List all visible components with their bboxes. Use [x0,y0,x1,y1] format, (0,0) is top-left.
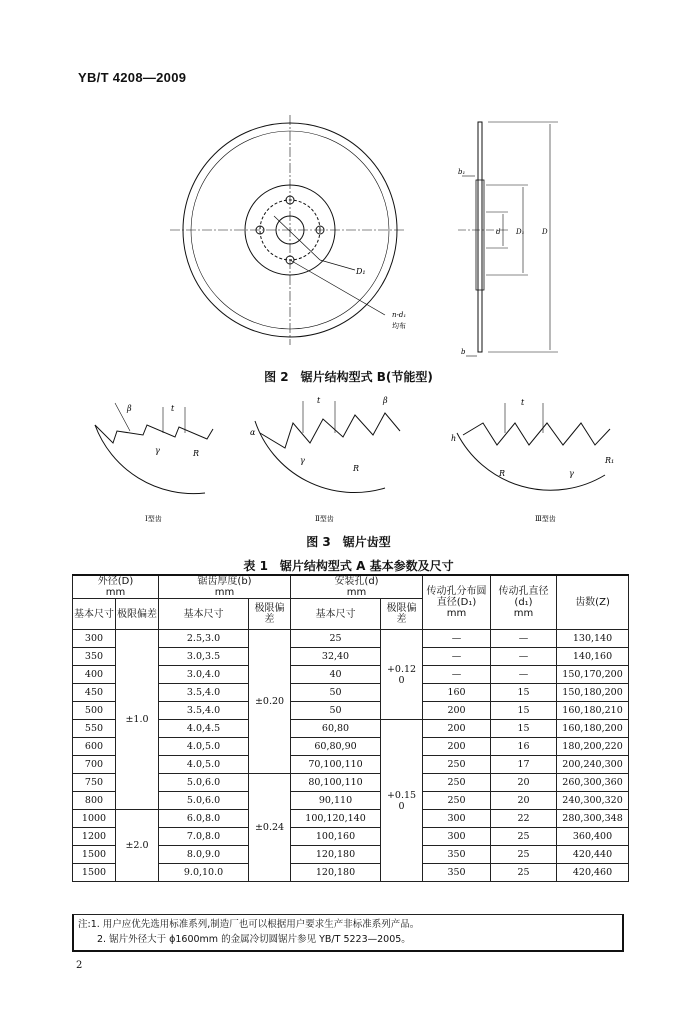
subheader-base3: 基本尺寸 [291,599,381,630]
table-row: 750 5.0,6.0 ±0.24 80,100,110 250 20 260,300,360 [73,774,629,792]
tooth-type-1: Ⅰ型齿 [145,515,162,523]
col-header-drive-circle: 传动孔分布圆直径(D₁) mm [423,575,491,630]
alpha-label: α [250,428,256,437]
table-row: 700 4.0,5.0 70,100,110 250 17 200,240,300 [73,756,629,774]
col-header-teeth: 齿数(Z) [557,575,629,630]
r1-label: R₁ [605,456,615,465]
t-label-2: t [317,396,321,405]
subheader-base2: 基本尺寸 [159,599,249,630]
d-label: d [496,228,501,236]
d1-side-label: D₁ [516,228,525,236]
gamma-label-2: γ [300,456,305,465]
subheader-limit: 极限偏差 [116,599,159,630]
col-header-drive-dia: 传动孔直径(d₁) mm [491,575,557,630]
table1-notes [72,914,624,952]
r-label-1: R [193,449,200,458]
table-row: 1200 7.0,8.0 100,160 300 25 360,400 [73,828,629,846]
tol-b-a: ±0.20 [249,630,291,774]
tooth-type-3: Ⅲ型齿 [535,515,556,523]
table-row: 550 4.0,4.5 60,80 +0.15 0 200 15 160,180,200 [73,720,629,738]
tol-hole-a: +0.12 0 [381,630,423,720]
figure3-caption: 图 3 锯片齿型 [306,535,391,549]
figure3-tooth-types [85,393,635,528]
table-row: 600 4.0,5.0 60,80,90 200 16 180,200,220 [73,738,629,756]
table-row: 800 5.0,6.0 90,110 250 20 240,300,320 [73,792,629,810]
note-1: 注:1. 用户应优先选用标准系列,制造厂也可以根据用户要求生产非标准系列产品。 [78,919,420,930]
col-header-outer-dia: 外径(D) mm [73,575,159,599]
page-number: 2 [76,960,83,971]
t-label-3: t [521,398,525,407]
table-row: 1500 8.0,9.0 120,180 350 25 420,440 [73,846,629,864]
r-label-2: R [353,464,360,473]
table-row: 450 3.5,4.0 50 160 15 150,180,200 [73,684,629,702]
d1-label: D₁ [356,267,366,276]
figure2-side-view [448,110,568,365]
subheader-limit3: 极限偏差 [381,599,423,630]
t-label-1: t [171,404,175,413]
subheader-base: 基本尺寸 [73,599,116,630]
table-row: 350 3.0,3.5 32,40 — — 140,160 [73,648,629,666]
table-row: 300 ±1.0 2.5,3.0 ±0.20 25 +0.12 0 — — 130,140 [73,630,629,648]
h-label: h [451,434,457,443]
col-header-hole: 安装孔(d) mm [291,575,423,599]
table-row: 1000 ±2.0 6.0,8.0 100,120,140 300 22 280,300,348 [73,810,629,828]
r-label-3: R [499,469,506,478]
beta-label-2: β [383,396,388,405]
outer-d-label: D [542,228,548,236]
table1-title: 表 1 锯片结构型式 A 基本参数及尺寸 [243,559,454,573]
table1 [72,574,629,882]
figure2-caption: 图 2 锯片结构型式 B(节能型) [264,370,433,384]
nd1-label: n-d₁ [392,311,407,319]
table-row: 400 3.0,4.0 40 — — 150,170,200 [73,666,629,684]
nd1-note: 均布 [392,322,406,330]
beta-label-1: β [127,404,132,413]
table-row: 1500 9.0,10.0 120,180 350 25 420,460 [73,864,629,882]
gamma-label-1: γ [155,446,160,455]
gamma-label-3: γ [569,469,574,478]
tol-d-b: ±2.0 [116,810,159,882]
subheader-limit2: 极限偏差 [249,599,291,630]
tol-d-a: ±1.0 [116,630,159,810]
tol-b-b: ±0.24 [249,774,291,882]
b1-label: b₁ [458,168,466,176]
col-header-thickness: 锯齿厚度(b) mm [159,575,291,599]
b-label: b [461,348,466,356]
standard-code: YB/T 4208—2009 [78,70,187,85]
note-2: 2. 锯片外径大于 ϕ1600mm 的金属冷切圆锯片参见 YB/T 5223—2005。 [78,934,411,945]
tol-hole-b: +0.15 0 [381,720,423,882]
tooth-type-2: Ⅱ型齿 [315,515,334,523]
table-row: 500 3.5,4.0 50 200 15 160,180,210 [73,702,629,720]
